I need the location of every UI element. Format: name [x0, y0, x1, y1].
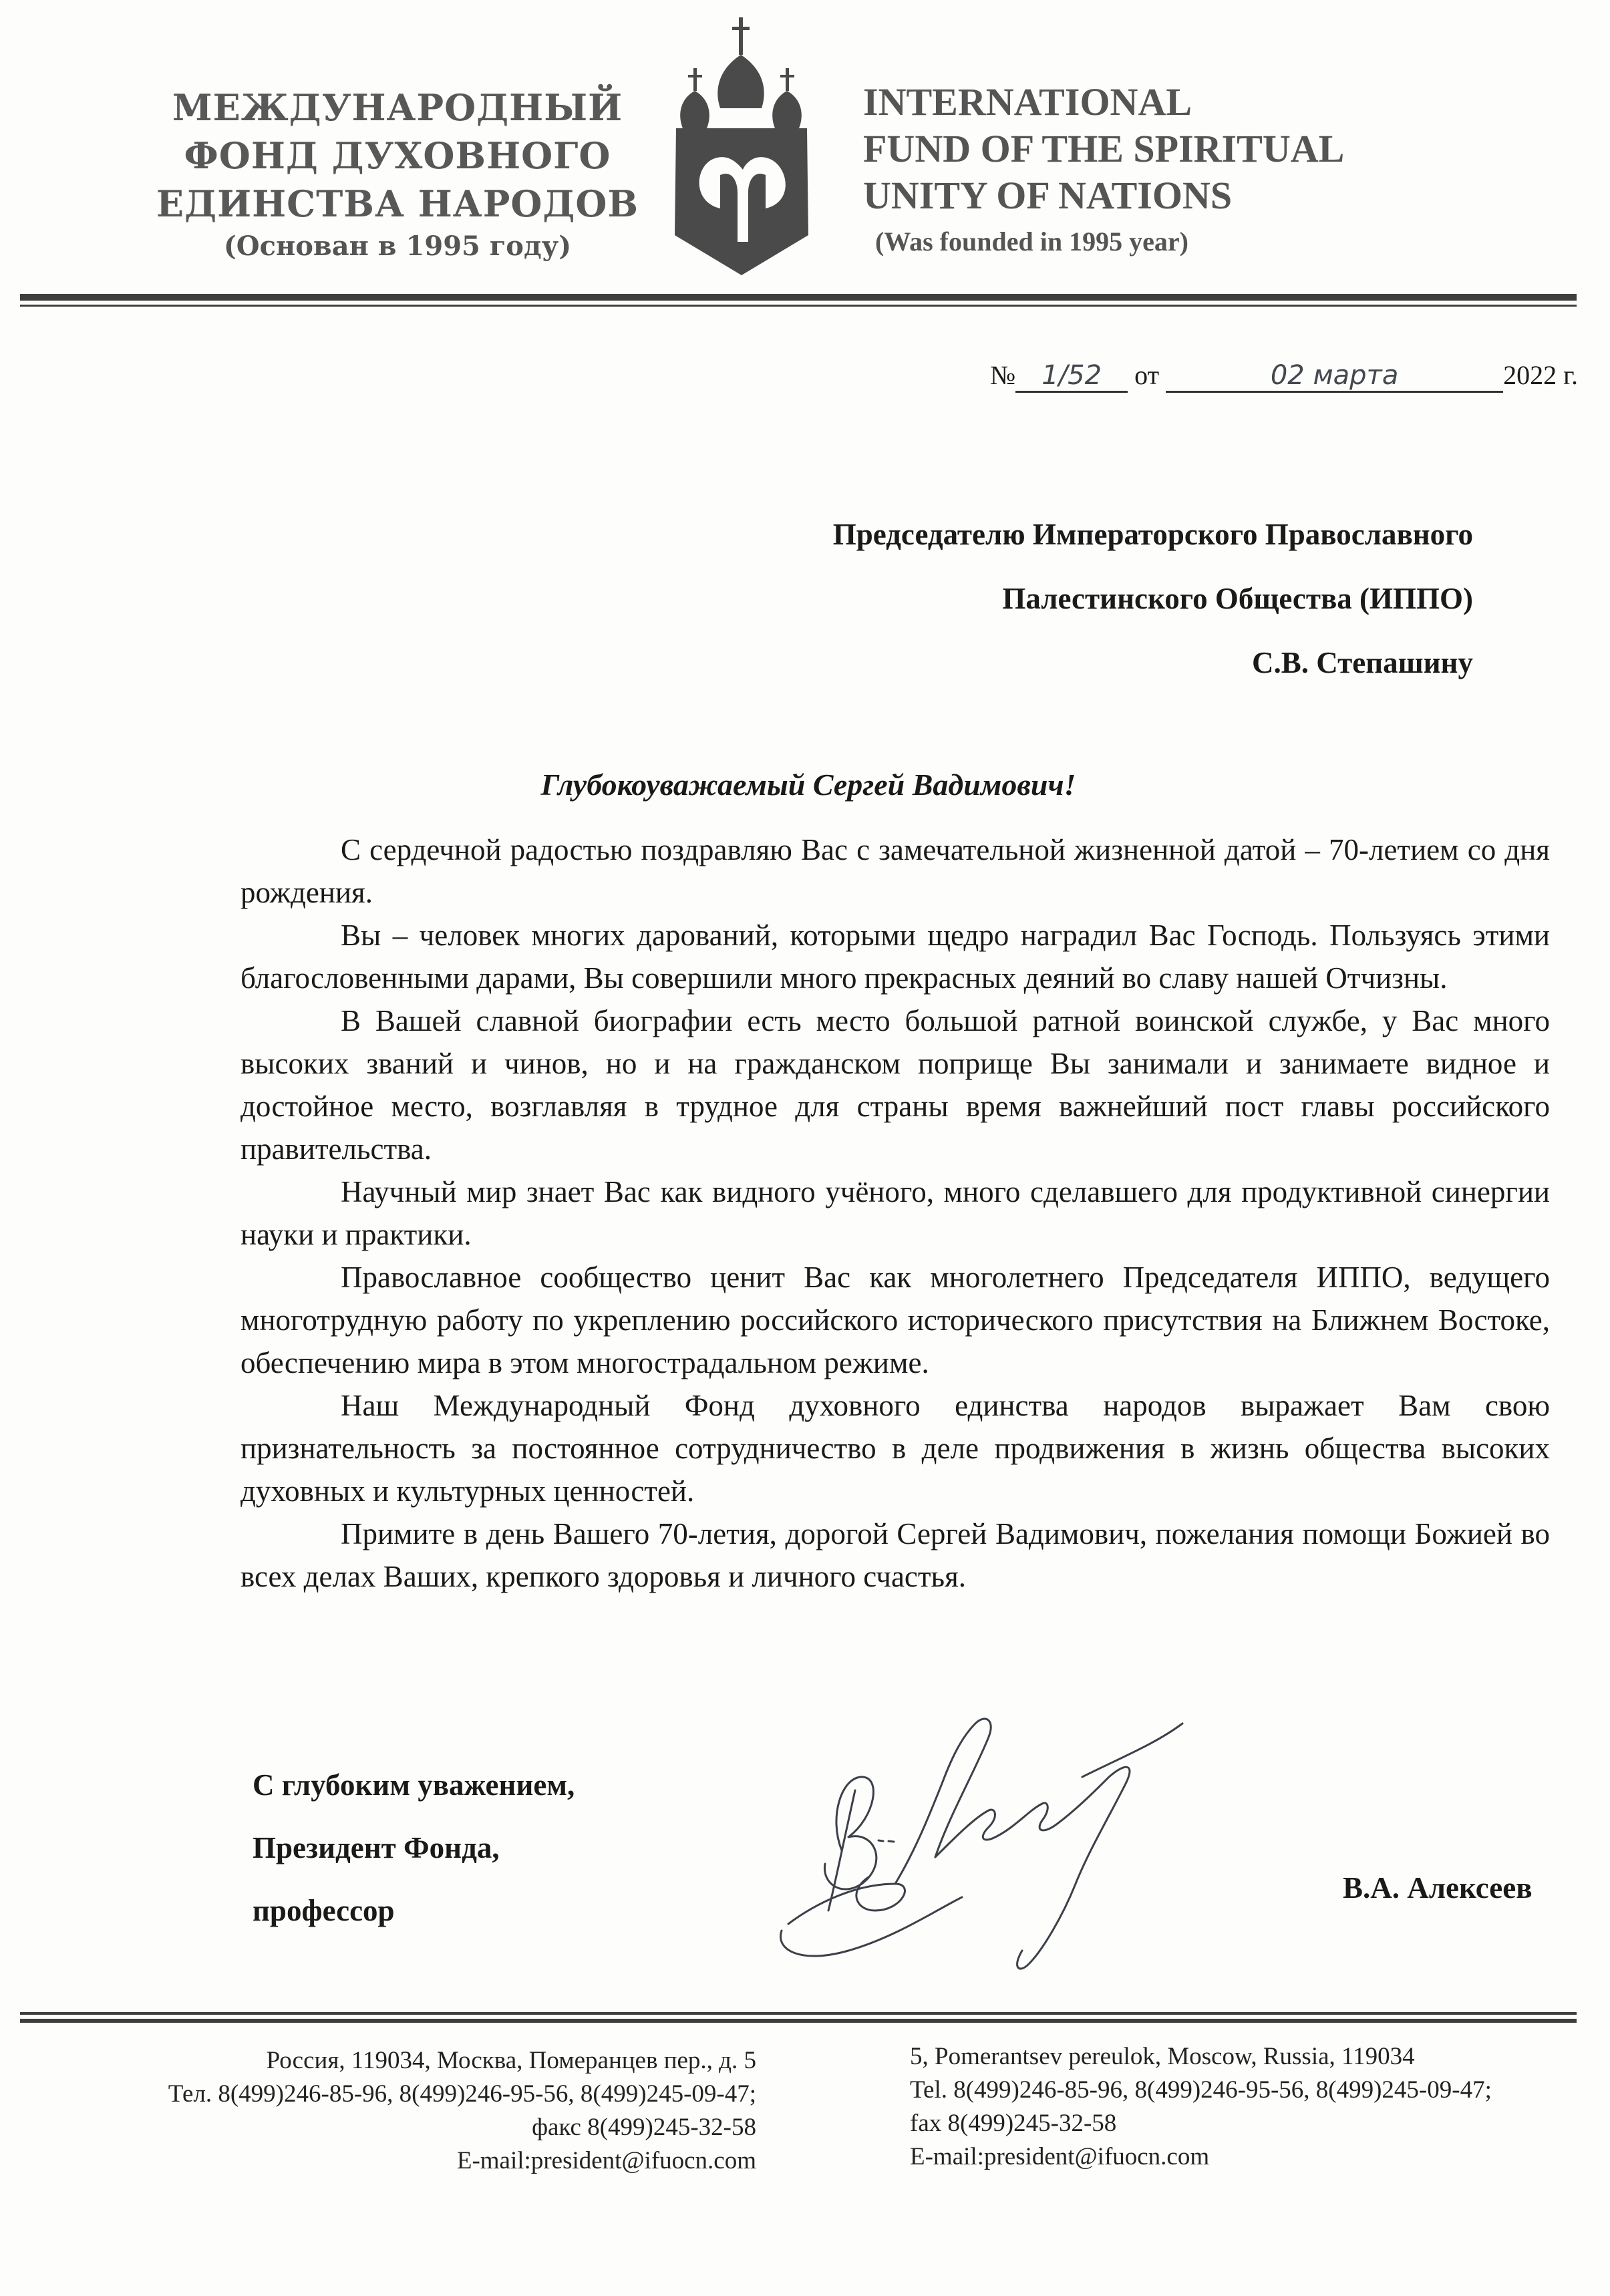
letterhead-en-line: FUND OF THE SPIRITUAL [863, 127, 1345, 170]
footer-email: E-mail:president@ifuocn.com [910, 2143, 1210, 2170]
footer-address: Россия, 119034, Москва, Померанцев пер., д. 5 [266, 2047, 756, 2074]
letterhead-en-founded: (Was founded in 1995 year) [875, 226, 1188, 257]
footer-contacts-ru [53, 2044, 756, 2178]
letterhead-ru-line: ФОНД ДУХОВНОГО [184, 134, 611, 177]
letterhead-ru-title [154, 84, 641, 228]
addressee-block [735, 502, 1537, 695]
letterhead-ru-line: МЕЖДУНАРОДНЫЙ [172, 86, 623, 129]
body-paragraph: В Вашей славной биографии есть место большой ратной воинской службе, у Вас много высоких званий и чинов, но и на гражданском поприще Вы занимали и занимаете видное и достойное место, возглавляя в трудное для страны время важнейший пост главы российского правительства. [240, 1004, 1550, 1166]
closing-line: Президент Фонда, [253, 1831, 500, 1864]
handwritten-number: 1/52 [1015, 360, 1128, 393]
letterhead-en-line: UNITY OF NATIONS [863, 174, 1233, 217]
footer-phones: Tel. 8(499)246-85-96, 8(499)246-95-56, 8(499)245-09-47; [910, 2076, 1492, 2104]
letter-body [240, 828, 1550, 1598]
greeting: Глубокоуважаемый Сергей Вадимович! [540, 768, 1076, 802]
body-paragraph: Научный мир знает Вас как видного учёного, много сделавшего для продуктивной синергии науки и практики. [240, 1175, 1550, 1251]
letterhead-ru-line: ЕДИНСТВА НАРОДОВ [156, 182, 639, 225]
body-paragraph: Примите в день Вашего 70-летия, дорогой Сергей Вадимович, пожелания помощи Божией во всех делах Ваших, крепкого здоровья и личного счастья. [240, 1517, 1550, 1593]
addressee-line: Палестинского Общества (ИППО) [1002, 582, 1473, 615]
handwritten-date: 02 марта [1166, 360, 1503, 393]
footer-rule-thin [20, 2012, 1577, 2015]
footer-rule [20, 2019, 1577, 2023]
letterhead-ru-founded: (Основан в 1995 году) [223, 230, 572, 262]
church-logo-icon [668, 15, 815, 282]
header-rule [20, 294, 1577, 301]
body-paragraph: Православное сообщество ценит Вас как многолетнего Председателя ИППО, ведущего многотрудную работу по укреплению российского исторического присутствия на Ближнем Востоке, обеспечению мира в этом многострадальном режиме. [240, 1261, 1550, 1379]
signer-name: В.А. Алексеев [1343, 1871, 1533, 1905]
header-rule-thin [20, 305, 1577, 307]
number-label: № [990, 360, 1016, 390]
closing-line: С глубоким уважением, [253, 1768, 575, 1802]
letterhead-en-line: INTERNATIONAL [863, 80, 1192, 124]
body-paragraph: С сердечной радостью поздравляю Вас с замечательной жизненной датой – 70-летием со дня рождения. [240, 833, 1550, 909]
footer-fax: fax 8(499)245-32-58 [910, 2110, 1117, 2137]
handwritten-signature [762, 1683, 1189, 2004]
from-label: от [1134, 360, 1160, 390]
year-label: 2022 г. [1503, 360, 1579, 390]
closing-line: профессор [253, 1894, 395, 1927]
body-paragraph: Вы – человек многих дарований, которыми щедро наградил Вас Господь. Пользуясь этими благословенными дарами, Вы совершили много прекрасных деяний во славу нашей Отчизны. [240, 919, 1550, 995]
footer-email: E-mail:president@ifuocn.com [456, 2147, 756, 2174]
addressee-line: Председателю Императорского Православного [832, 518, 1473, 551]
footer-phones: Тел. 8(499)246-85-96, 8(499)246-95-56, 8(499)245-09-47; [168, 2080, 756, 2108]
letterhead-en-title [863, 79, 1464, 219]
footer-contacts-en [910, 2040, 1585, 2174]
footer-fax: факс 8(499)245-32-58 [532, 2114, 756, 2141]
reference-line [990, 359, 1578, 393]
addressee-line: С.В. Степашину [1251, 646, 1473, 679]
closing-block [253, 1754, 575, 1942]
body-paragraph: Наш Международный Фонд духовного единства народов выражает Вам свою признательность за постоянное сотрудничество в деле продвижения в жизнь общества высоких духовных и культурных ценностей. [240, 1389, 1550, 1508]
footer-address: 5, Pomerantsev pereulok, Moscow, Russia, 119034 [910, 2043, 1415, 2070]
